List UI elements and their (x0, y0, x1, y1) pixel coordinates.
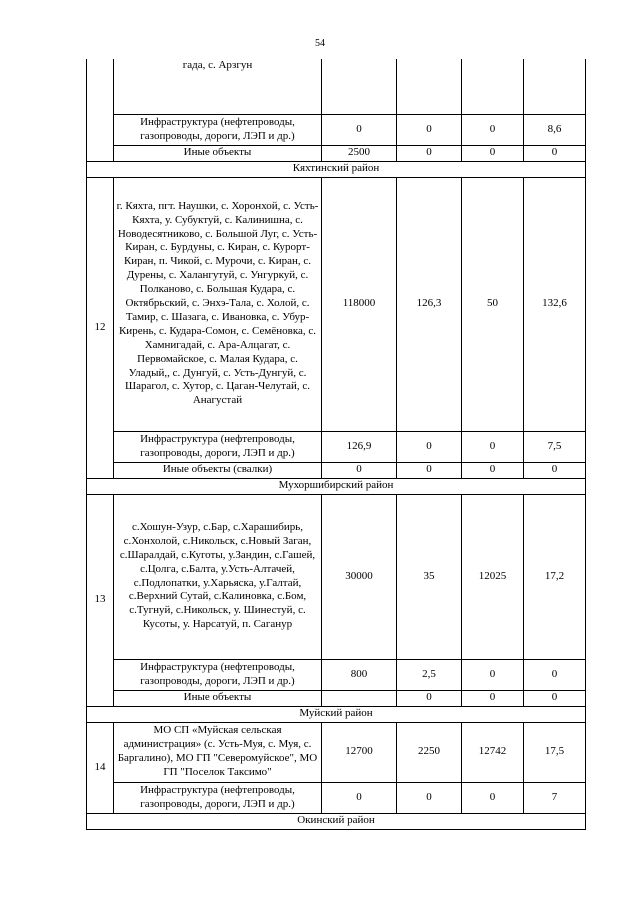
value-cell: 8,6 (524, 114, 586, 145)
table-row (87, 59, 586, 114)
settlements-cell: г. Кяхта, пгт. Наушки, с. Хоронхой, с. Усть-Кяхта, у. Субуктуй, с. Калинишна, с. Новодесятниково, с. Большой Луг, с. Усть-Киран, с. Бурдуны, с. Киран, с. Курорт-Киран, п. Чикой, с. Мурочи, с. Киран, с. Дурены, с. Халангутуй, с. Унгуркуй, с. Полканово, с. Большая Кудара, с. Октябрьский, с. Энхэ-Тала, с. Холой, с. Тамир, с. Шазага, с. Ивановка, с. Убур-Кирень, с. Кудара-Сомон, с. Семёновка, с. Хамнигадай, с. Ара-Алцагат, с. Первомайское, с. Малая Кудара, с. Уладый,, с. Дунгуй, с. Усть-Дунгуй, с. Шарагол, с. Хутор, с. Цаган-Челутай, с. Анагустай (114, 177, 322, 431)
value-cell: 0 (397, 690, 462, 706)
row-number: 14 (87, 722, 114, 813)
district-title: Мухоршибирский район (87, 478, 586, 494)
value-cell: 0 (322, 462, 397, 478)
value-cell: 0 (462, 462, 524, 478)
settlements-cell: с.Хошун-Узур, с.Бар, с.Харашибирь, с.Хонхолой, с.Никольск, с.Новый Заган, с.Шаралдай, с.Куготы, у.Зандин, с.Гашей, с.Цолга, с.Балта, у.Усть-Алтачей, с.Подлопатки, у.Харьяска, у.Галтай, с.Верхний Сутай, с.Калиновка, с.Бом, с.Тугнуй, с.Никольск, у. Шинестуй, с. Кусоты, у. Нарсатуй, п. Саганур (114, 494, 322, 659)
value-cell: 0 (397, 782, 462, 813)
value-cell: 35 (397, 494, 462, 659)
district-title: Кяхтинский район (87, 161, 586, 177)
value-cell: 0 (524, 145, 586, 161)
page-number: 54 (315, 38, 325, 49)
value-cell: 800 (322, 659, 397, 690)
value-cell: 12742 (462, 722, 524, 782)
table-row (87, 431, 586, 462)
value-cell: 30000 (322, 494, 397, 659)
district-header-row (87, 478, 586, 494)
value-cell: 118000 (322, 177, 397, 431)
other-objects-label: Иные объекты (114, 690, 322, 706)
value-cell: 132,6 (524, 177, 586, 431)
table-row (87, 177, 586, 431)
district-header-row (87, 161, 586, 177)
value-cell: 0 (397, 145, 462, 161)
value-cell: 0 (462, 431, 524, 462)
value-cell: 0 (462, 690, 524, 706)
table-row (87, 494, 586, 659)
row-number: 12 (87, 177, 114, 478)
value-cell: 2,5 (397, 659, 462, 690)
district-header-row (87, 813, 586, 829)
value-cell: 0 (322, 782, 397, 813)
table-row (87, 145, 586, 161)
value-cell: 0 (524, 462, 586, 478)
infrastructure-label: Инфраструктура (нефтепроводы, газопроводы, дороги, ЛЭП и др.) (114, 659, 322, 690)
value-cell: 50 (462, 177, 524, 431)
value-cell: 0 (462, 114, 524, 145)
value-cell: 17,5 (524, 722, 586, 782)
value-cell: 0 (462, 782, 524, 813)
infrastructure-label: Инфраструктура (нефтепроводы, газопроводы, дороги, ЛЭП и др.) (114, 782, 322, 813)
value-cell: 0 (462, 145, 524, 161)
value-cell: 2250 (397, 722, 462, 782)
value-cell (322, 690, 397, 706)
infrastructure-label: Инфраструктура (нефтепроводы, газопроводы, дороги, ЛЭП и др.) (114, 431, 322, 462)
table-row (87, 782, 586, 813)
row-number: 13 (87, 494, 114, 706)
value-cell: 0 (524, 659, 586, 690)
table-row (87, 114, 586, 145)
value-cell: 126,3 (397, 177, 462, 431)
other-objects-label: Иные объекты (114, 145, 322, 161)
row-number-cell (87, 59, 114, 161)
district-header-row (87, 706, 586, 722)
settlements-cell: МО СП «Муйская сельская администрация» (с. Усть-Муя, с. Муя, с. Баргалино), МО ГП "Северомуйское", МО ГП "Поселок Таксимо" (114, 722, 322, 782)
table-row (87, 659, 586, 690)
value-cell: 2500 (322, 145, 397, 161)
value-cell: 0 (397, 114, 462, 145)
table-row (87, 690, 586, 706)
value-cell: 0 (397, 431, 462, 462)
district-title: Окинский район (87, 813, 586, 829)
table-row (87, 722, 586, 782)
value-cell: 17,2 (524, 494, 586, 659)
data-table (86, 59, 586, 830)
settlements-cell: гада, с. Арзгун (114, 59, 322, 114)
value-cell: 0 (397, 462, 462, 478)
value-cell: 126,9 (322, 431, 397, 462)
table-row (87, 462, 586, 478)
district-title: Муйский район (87, 706, 586, 722)
value-cell: 7 (524, 782, 586, 813)
value-cell: 12700 (322, 722, 397, 782)
other-objects-label: Иные объекты (свалки) (114, 462, 322, 478)
value-cell: 7,5 (524, 431, 586, 462)
value-cell: 0 (462, 659, 524, 690)
value-cell: 12025 (462, 494, 524, 659)
infrastructure-label: Инфраструктура (нефтепроводы, газопроводы, дороги, ЛЭП и др.) (114, 114, 322, 145)
value-cell: 0 (322, 114, 397, 145)
value-cell: 0 (524, 690, 586, 706)
